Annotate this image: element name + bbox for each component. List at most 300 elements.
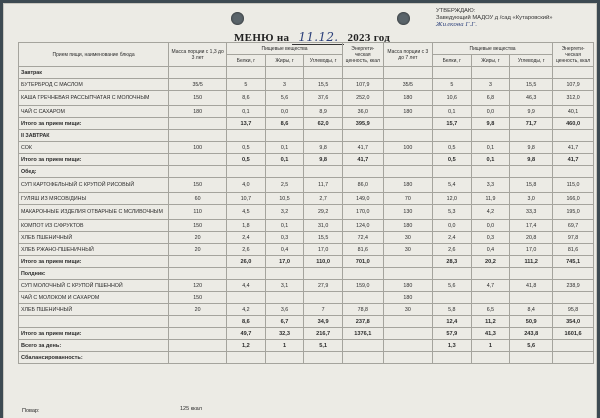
cell-e1: 237,8 (342, 316, 383, 328)
cell-f1: 0,0 (265, 106, 304, 118)
cell-p1 (227, 130, 266, 142)
dish-name: Итого за прием пищи: (19, 118, 169, 130)
col-energy-2: Энергети-ческая ценность, ккал (553, 43, 594, 67)
cell-e1: 107,9 (342, 79, 383, 91)
table-row (19, 205, 594, 220)
cell-e2: 354,0 (553, 316, 594, 328)
cell-m1: 120 (169, 280, 227, 292)
dish-name: ХЛЕБ РЖАНО-ПШЕНИЧНЫЙ (19, 244, 169, 256)
total-row (19, 328, 594, 340)
cell-f2: 6,8 (471, 91, 510, 106)
cell-m2: 180 (383, 106, 432, 118)
cell-c2: 9,8 (510, 154, 553, 166)
cell-m1: 180 (169, 106, 227, 118)
dish-name: Итого за прием пищи: (19, 328, 169, 340)
cell-f1: 3,2 (265, 205, 304, 220)
cell-f2: 11,9 (471, 193, 510, 205)
cell-e1: 36,0 (342, 106, 383, 118)
cell-m2: 180 (383, 292, 432, 304)
cell-f2: 0,1 (471, 142, 510, 154)
cell-p2: 0,1 (433, 106, 472, 118)
cell-m1 (169, 154, 227, 166)
cell-p1: 4,2 (227, 304, 266, 316)
cell-f1: 32,3 (265, 328, 304, 340)
cell-f2: 0,4 (471, 244, 510, 256)
cell-f1: 2,5 (265, 178, 304, 193)
punch-hole (397, 12, 410, 25)
table-row (19, 280, 594, 292)
table-row (19, 106, 594, 118)
cell-c1 (304, 166, 343, 178)
cell-p2: 2,4 (433, 232, 472, 244)
cell-m2 (383, 256, 432, 268)
cell-f2: 4,7 (471, 280, 510, 292)
col-mass-2: Масса порции с 3 до 7 лет (383, 43, 432, 67)
cell-m1: 60 (169, 193, 227, 205)
cell-f1 (265, 67, 304, 79)
cell-f2 (471, 268, 510, 280)
table-row (19, 232, 594, 244)
cell-p1: 1,8 (227, 220, 266, 232)
table-row (19, 220, 594, 232)
cell-e1 (342, 67, 383, 79)
cell-f2 (471, 130, 510, 142)
approval-title: УТВЕРЖДАЮ: (436, 8, 476, 14)
cell-e2: 95,8 (553, 304, 594, 316)
cell-p1: 2,4 (227, 232, 266, 244)
dish-name: Итого за прием пищи: (19, 256, 169, 268)
cell-e1 (342, 130, 383, 142)
cell-m2: 30 (383, 244, 432, 256)
cell-c1: 11,7 (304, 178, 343, 193)
cell-e2: 460,0 (553, 118, 594, 130)
cell-p2 (433, 67, 472, 79)
cell-e2 (553, 130, 594, 142)
cell-e1: 149,0 (342, 193, 383, 205)
cell-c1: 17,0 (304, 244, 343, 256)
dish-name: МАКАРОННЫЕ ИЗДЕЛИЯ ОТВАРНЫЕ С МСЛИВОЧНЫМ (19, 205, 169, 220)
cell-p1: 2,6 (227, 244, 266, 256)
cell-m1 (169, 316, 227, 328)
col-mass-1: Масса порции с 1,3 до 3 лет (169, 43, 227, 67)
cell-f2 (471, 292, 510, 304)
cell-f2: 41,3 (471, 328, 510, 340)
cell-p2 (433, 292, 472, 304)
section-row (19, 268, 594, 280)
cell-e1 (342, 166, 383, 178)
total-row (19, 154, 594, 166)
table-row (19, 292, 594, 304)
cell-c2 (510, 130, 553, 142)
cell-e2 (553, 340, 594, 352)
cell-f2 (471, 166, 510, 178)
col-carb-1: Углеводы, г (304, 55, 343, 67)
cell-e1: 395,9 (342, 118, 383, 130)
cell-m1 (169, 352, 227, 364)
cell-e1 (342, 292, 383, 304)
cell-m2 (383, 118, 432, 130)
cell-e2: 41,7 (553, 154, 594, 166)
cell-e2: 195,0 (553, 205, 594, 220)
cell-p1 (227, 292, 266, 304)
cell-e2: 745,1 (553, 256, 594, 268)
cell-e2 (553, 67, 594, 79)
cell-c2 (510, 166, 553, 178)
cell-e2: 81,6 (553, 244, 594, 256)
cell-m2 (383, 130, 432, 142)
cell-m2 (383, 67, 432, 79)
cell-m2 (383, 340, 432, 352)
cell-e2: 107,9 (553, 79, 594, 91)
cell-p1: 26,0 (227, 256, 266, 268)
cell-p2: 2,6 (433, 244, 472, 256)
cell-p1: 4,4 (227, 280, 266, 292)
cell-c1 (304, 130, 343, 142)
cell-c2: 9,9 (510, 106, 553, 118)
cell-p2: 5 (433, 79, 472, 91)
cell-c1: 15,5 (304, 79, 343, 91)
cell-e2: 312,0 (553, 91, 594, 106)
cell-p2: 5,6 (433, 280, 472, 292)
table-row (19, 91, 594, 106)
cell-m2 (383, 316, 432, 328)
dish-name: ЧАЙ С САХАРОМ (19, 106, 169, 118)
cell-e2: 166,0 (553, 193, 594, 205)
total-row (19, 118, 594, 130)
cell-c1: 15,5 (304, 232, 343, 244)
cell-m1 (169, 328, 227, 340)
col-dish: Прием пищи, наименование блюда (19, 43, 169, 67)
cell-m1: 150 (169, 220, 227, 232)
cell-p1: 0,5 (227, 154, 266, 166)
cell-p2: 57,9 (433, 328, 472, 340)
dish-name: Итого за прием пищи: (19, 154, 169, 166)
cell-f2: 1 (471, 340, 510, 352)
cell-c1 (304, 352, 343, 364)
dish-name: Полдник: (19, 268, 169, 280)
cell-f2: 6,5 (471, 304, 510, 316)
cell-m2: 100 (383, 142, 432, 154)
cell-m2: 180 (383, 178, 432, 193)
cell-f2: 20,2 (471, 256, 510, 268)
cell-m1: 150 (169, 292, 227, 304)
cell-m2: 30 (383, 304, 432, 316)
cell-m2: 130 (383, 205, 432, 220)
cell-c2 (510, 268, 553, 280)
cell-m1: 20 (169, 232, 227, 244)
cell-c2 (510, 67, 553, 79)
cell-c2: 33,3 (510, 205, 553, 220)
cell-m1: 100 (169, 142, 227, 154)
dish-name: Сбалансированность: (19, 352, 169, 364)
cell-f2: 4,2 (471, 205, 510, 220)
col-protein-2: Белки, г (433, 55, 472, 67)
cell-e2: 40,1 (553, 106, 594, 118)
cell-c2 (510, 292, 553, 304)
cell-f1 (265, 268, 304, 280)
menu-sheet (4, 4, 596, 418)
cell-c2: 46,3 (510, 91, 553, 106)
cell-c1 (304, 67, 343, 79)
cell-m1 (169, 166, 227, 178)
cell-e1: 86,0 (342, 178, 383, 193)
cell-p1: 8,6 (227, 316, 266, 328)
cell-f2: 0,1 (471, 154, 510, 166)
cell-e1: 41,7 (342, 154, 383, 166)
cell-f2: 0,0 (471, 220, 510, 232)
cell-f2: 9,8 (471, 118, 510, 130)
cell-e2 (553, 292, 594, 304)
cell-p2: 15,7 (433, 118, 472, 130)
dish-name: ХЛЕБ ПШЕНИЧНЫЙ (19, 304, 169, 316)
dish-name: Всего за день: (19, 340, 169, 352)
dish-name: СУП КАРТОФЕЛЬНЫЙ С КРУПОЙ РИСОВЫЙ (19, 178, 169, 193)
cell-m2 (383, 154, 432, 166)
cell-p2: 0,0 (433, 220, 472, 232)
menu-body (19, 67, 594, 364)
cell-m2 (383, 166, 432, 178)
cell-c2: 15,8 (510, 178, 553, 193)
cell-c2: 50,9 (510, 316, 553, 328)
cell-e1: 41,7 (342, 142, 383, 154)
cell-f1 (265, 130, 304, 142)
dish-name: ЧАЙ С МОЛОКОМ И САХАРОМ (19, 292, 169, 304)
cell-p2 (433, 130, 472, 142)
cell-c1: 2,7 (304, 193, 343, 205)
cell-m1 (169, 268, 227, 280)
cell-m2: 35/5 (383, 79, 432, 91)
cell-p2: 1,3 (433, 340, 472, 352)
cell-c2: 41,8 (510, 280, 553, 292)
cell-f2: 0,0 (471, 106, 510, 118)
cell-e2 (553, 166, 594, 178)
cell-m2: 180 (383, 280, 432, 292)
cell-p1: 8,6 (227, 91, 266, 106)
cell-e2: 115,0 (553, 178, 594, 193)
cell-f2: 11,2 (471, 316, 510, 328)
cell-e1: 159,0 (342, 280, 383, 292)
dish-name: СОК (19, 142, 169, 154)
cell-m1: 150 (169, 178, 227, 193)
total-row (19, 340, 594, 352)
cell-e2 (553, 268, 594, 280)
cell-e1: 78,8 (342, 304, 383, 316)
cell-f1: 17,0 (265, 256, 304, 268)
cell-c1: 8,9 (304, 106, 343, 118)
cell-c1: 5,1 (304, 340, 343, 352)
cell-p1 (227, 352, 266, 364)
approval-signature: Жилкова Г.Г. (436, 22, 477, 28)
cell-f2: 3,3 (471, 178, 510, 193)
cell-f2: 0,3 (471, 232, 510, 244)
dish-name: КАША ГРЕЧНЕВАЯ РАССЫПЧАТАЯ С МОЛОЧНЫМ (19, 91, 169, 106)
cell-c1: 37,6 (304, 91, 343, 106)
cell-p2 (433, 352, 472, 364)
cell-c2: 15,5 (510, 79, 553, 91)
cell-m1: 150 (169, 91, 227, 106)
cell-e1 (342, 268, 383, 280)
cell-c2: 8,4 (510, 304, 553, 316)
cell-m2: 180 (383, 220, 432, 232)
cell-p1 (227, 268, 266, 280)
cell-m1 (169, 340, 227, 352)
cell-f1: 0,1 (265, 154, 304, 166)
col-nutrients-1: Пищевые вещества (227, 43, 343, 55)
total-row (19, 256, 594, 268)
cell-c2: 243,8 (510, 328, 553, 340)
table-row (19, 304, 594, 316)
cell-p1: 0,5 (227, 142, 266, 154)
cell-c2: 111,2 (510, 256, 553, 268)
cell-p2: 0,5 (433, 142, 472, 154)
cell-f1: 0,4 (265, 244, 304, 256)
cell-e1 (342, 340, 383, 352)
cell-f2 (471, 67, 510, 79)
section-row (19, 67, 594, 79)
cell-c1: 31,0 (304, 220, 343, 232)
cell-c1: 27,9 (304, 280, 343, 292)
cell-e2 (553, 352, 594, 364)
dish-name: БУТЕРБРОД С МАСЛОМ (19, 79, 169, 91)
total-row (19, 316, 594, 328)
cell-p1: 0,1 (227, 106, 266, 118)
col-protein-1: Белки, г (227, 55, 266, 67)
cell-p2: 0,5 (433, 154, 472, 166)
cell-e1: 252,0 (342, 91, 383, 106)
cell-f1: 8,6 (265, 118, 304, 130)
cell-f1: 1 (265, 340, 304, 352)
cell-p2: 5,8 (433, 304, 472, 316)
table-row (19, 142, 594, 154)
col-fat-2: Жиры, г (471, 55, 510, 67)
cell-e1: 170,0 (342, 205, 383, 220)
cell-f1: 3 (265, 79, 304, 91)
cell-c2: 17,0 (510, 244, 553, 256)
cell-e2: 69,7 (553, 220, 594, 232)
dish-name: ХЛЕБ ПШЕНИЧНЫЙ (19, 232, 169, 244)
cell-c2: 20,8 (510, 232, 553, 244)
menu-label: МЕНЮ на (234, 32, 290, 44)
cell-f1: 3,1 (265, 280, 304, 292)
punch-hole (231, 12, 244, 25)
cell-e1: 1376,1 (342, 328, 383, 340)
cell-f1: 10,5 (265, 193, 304, 205)
cell-p2 (433, 268, 472, 280)
table-row (19, 193, 594, 205)
cell-e1: 124,0 (342, 220, 383, 232)
cell-p1: 4,5 (227, 205, 266, 220)
cell-c1: 9,8 (304, 142, 343, 154)
cell-e2: 97,8 (553, 232, 594, 244)
cell-f1: 0,1 (265, 220, 304, 232)
cell-e1: 72,4 (342, 232, 383, 244)
cell-m1 (169, 256, 227, 268)
cell-c1: 110,0 (304, 256, 343, 268)
menu-date: 11.12. (298, 30, 339, 44)
cell-f1: 0,3 (265, 232, 304, 244)
cell-m1: 20 (169, 244, 227, 256)
cell-p2: 28,3 (433, 256, 472, 268)
cell-p2: 12,4 (433, 316, 472, 328)
cell-p1: 4,0 (227, 178, 266, 193)
cell-f1 (265, 166, 304, 178)
cell-f1: 5,6 (265, 91, 304, 106)
cell-f1: 3,6 (265, 304, 304, 316)
cell-e2: 1601,6 (553, 328, 594, 340)
cell-c2: 17,4 (510, 220, 553, 232)
cell-p2: 5,4 (433, 178, 472, 193)
cell-f1 (265, 352, 304, 364)
dish-name (19, 316, 169, 328)
dish-name: Обед: (19, 166, 169, 178)
cell-p1: 13,7 (227, 118, 266, 130)
cell-c1: 216,7 (304, 328, 343, 340)
cell-m2: 30 (383, 232, 432, 244)
cell-p1: 1,2 (227, 340, 266, 352)
table-row (19, 178, 594, 193)
col-fat-1: Жиры, г (265, 55, 304, 67)
approval-position: Заведующий МАДОУ д /сад «Кутаровский» (436, 15, 553, 21)
footer-note: 125 ккал (180, 406, 202, 412)
cell-p1: 49,7 (227, 328, 266, 340)
cell-m2: 70 (383, 193, 432, 205)
cell-m1 (169, 67, 227, 79)
col-carb-2: Углеводы, г (510, 55, 553, 67)
cell-m1: 20 (169, 304, 227, 316)
cell-p1 (227, 67, 266, 79)
cell-e1: 81,6 (342, 244, 383, 256)
cell-e2: 41,7 (553, 142, 594, 154)
col-nutrients-2: Пищевые вещества (433, 43, 553, 55)
cell-c2 (510, 352, 553, 364)
table-row (19, 244, 594, 256)
approval-block (436, 8, 552, 29)
cell-m2 (383, 328, 432, 340)
cell-f1: 0,1 (265, 142, 304, 154)
cell-f2 (471, 352, 510, 364)
cell-p2 (433, 166, 472, 178)
cell-c1: 34,9 (304, 316, 343, 328)
menu-table (18, 42, 594, 364)
footer-label: Повар: (22, 408, 40, 414)
cell-c2: 9,8 (510, 142, 553, 154)
total-row (19, 352, 594, 364)
cell-c1 (304, 268, 343, 280)
cell-f2: 3 (471, 79, 510, 91)
cell-p2: 12,0 (433, 193, 472, 205)
table-row (19, 79, 594, 91)
section-row (19, 166, 594, 178)
dish-name: II ЗАВТРАК (19, 130, 169, 142)
cell-e1: 701,0 (342, 256, 383, 268)
cell-e2: 238,9 (553, 280, 594, 292)
cell-e1 (342, 352, 383, 364)
cell-m1: 35/5 (169, 79, 227, 91)
cell-m1 (169, 118, 227, 130)
cell-p1 (227, 166, 266, 178)
cell-c1: 29,2 (304, 205, 343, 220)
cell-m2 (383, 268, 432, 280)
cell-m1: 110 (169, 205, 227, 220)
cell-c1: 7 (304, 304, 343, 316)
cell-m2: 180 (383, 91, 432, 106)
cell-c1: 9,8 (304, 154, 343, 166)
cell-c2: 71,7 (510, 118, 553, 130)
col-energy-1: Энергети-ческая ценность, ккал (342, 43, 383, 67)
cell-m2 (383, 352, 432, 364)
dish-name: СУП МОЛОЧНЫЙ С КРУПОЙ ПШЕННОЙ (19, 280, 169, 292)
cell-c2: 3,0 (510, 193, 553, 205)
